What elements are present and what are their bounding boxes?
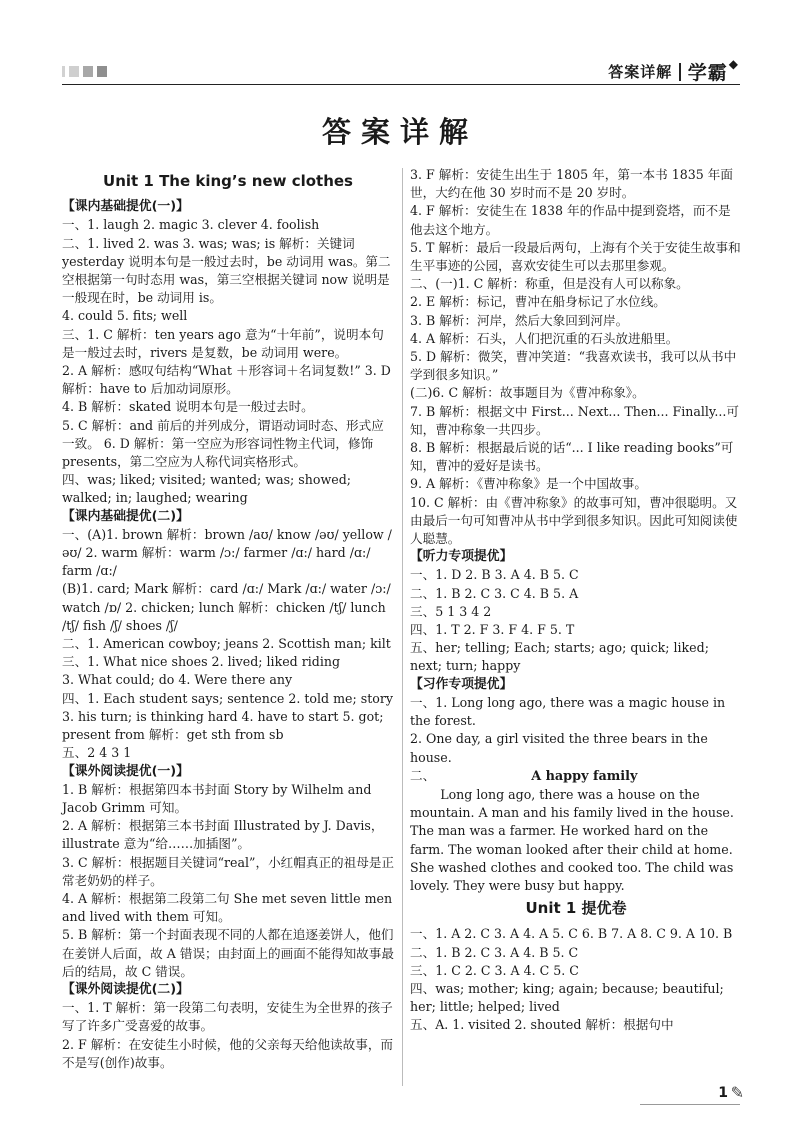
answer-line: 5. D 解析：微笑，曹冲笑道：“我喜欢读书，我可以从书中学到很多知识。” — [410, 349, 737, 383]
answer-line: 2. E 解析：标记，曹冲在船身标记了水位线。 — [410, 294, 666, 310]
answer-line: 四、1. T 2. F 3. F 4. F 5. T — [410, 622, 575, 638]
section-heading: 【课外阅读提优(一)】 — [62, 763, 189, 779]
section-heading: 【课内基础提优(一)】 — [62, 199, 189, 215]
answer-line: 5. B 解析：第一个封面表现不同的人都在追逐姜饼人，他们在姜饼人后面，故 A 错误；由封面上的画面不能得知故事最后的结局，故 C 错误。 — [62, 927, 394, 979]
answer-line: 四、was; mother; king; again; because; beautiful; her; little; helped; lived — [410, 980, 724, 1015]
left-column — [62, 168, 394, 1072]
answer-line: 五、her; telling; Each; starts; ago; quick; liked; next; turn; happy — [410, 640, 709, 674]
unit-title: Unit 1 The king’s new clothes — [103, 172, 353, 190]
answer-line: 4. could 5. fits; well — [62, 308, 188, 324]
answer-line: 一、1. A 2. C 3. A 4. A 5. C 6. B 7. A 8. C 9. A 10. B — [410, 926, 733, 942]
section-heading: 【课内基础提优(二)】 — [62, 508, 189, 524]
answer-line: 四、was; liked; visited; wanted; was; showed; walked; in; laughed; wearing — [62, 472, 351, 506]
answer-line: 一、1. D 2. B 3. A 4. B 5. C — [410, 567, 579, 583]
answer-line: 三、1. C 2. C 3. A 4. C 5. C — [410, 962, 579, 978]
answer-line: 2. A 解析：根据第三本书封面 Illustrated by J. Davis，illustrate 意为“给……加插图”。 — [62, 818, 384, 852]
pencil-icon: ✎ — [730, 1083, 744, 1102]
answer-line: 3. C 解析：根据题目关键词“real”，小红帽真正的祖母是正常老奶奶的样子。 — [62, 854, 395, 888]
section-heading: 【课外阅读提优(二)】 — [62, 981, 189, 997]
essay-heading — [410, 767, 742, 786]
left-answers — [62, 198, 394, 1072]
page-header — [0, 0, 800, 92]
answer-line: 2. One day, a girl visited the three bears in the house. — [410, 731, 708, 765]
header-section-title: 答案详解 — [608, 63, 673, 81]
section-heading: 【习作专项提优】 — [410, 676, 513, 692]
answer-line: 一、1. T 解析：第一段第二句表明，安徒生为全世界的孩子写了许多广受喜爱的故事。 — [62, 1000, 393, 1034]
section-heading: 【听力专项提优】 — [410, 549, 513, 565]
answer-line: 3. What could; do 4. Were there any — [62, 672, 293, 688]
answer-line: 8. B 解析：根据最后说的话“... I like reading books”可知，曹冲的爱好是读书。 — [410, 440, 734, 474]
answer-line: 4. A 解析：根据第二段第二句 She met seven little men and lived with them 可知。 — [62, 890, 393, 925]
answer-line: (二)6. C 解析：故事题目为《曹冲称象》。 — [410, 385, 645, 401]
answer-line: 二、1. lived 2. was 3. was; was; is 解析：关键词 yesterday 说明本句是一般过去时，be 动词用 was。第二空根据第一句时态用 was，第三空根据关键词 now 说明是一般现在时，be 动词用 is。 — [62, 235, 391, 306]
answer-line: 4. F 解析：安徒生在 1838 年的作品中提到瓷塔，而不是他去这个地方。 — [410, 203, 731, 237]
answer-line: 5. C 解析：and 前后的并列成分，谓语动词时态、形式应一致。 6. D 解析：第一空应为形容词性物主代词，修饰 presents，第二空应为人称代词宾格形式。 — [62, 417, 384, 470]
answer-line: 1. B 解析：根据第四本书封面 Story by Wilhelm and Jacob Grimm 可知。 — [62, 781, 372, 815]
answer-line: 4. A 解析：石头，人们把沉重的石头放进船里。 — [410, 330, 679, 346]
answer-line: 二、(一)1. C 解析：称重，但是没有人可以称象。 — [410, 276, 689, 292]
answer-line: 9. A 解析：《曹冲称象》是一个中国故事。 — [410, 476, 647, 492]
header-decor-blocks — [62, 66, 107, 77]
answer-line: 三、1. C 解析：ten years ago 意为“十年前”，说明本句是一般过去时，rivers 是复数，be 动词用 were。 — [62, 326, 384, 360]
answer-line: 二、1. B 2. C 3. A 4. B 5. C — [410, 944, 579, 960]
answer-line: 一、1. laugh 2. magic 3. clever 4. foolish — [62, 217, 320, 233]
graduation-cap-icon: ◆ — [728, 56, 738, 71]
footer-rule — [640, 1104, 740, 1105]
answer-line: 五、A. 1. visited 2. shouted 解析：根据句中 — [410, 1017, 674, 1033]
page-title: 答案详解 — [321, 115, 478, 149]
answer-line: 三、5 1 3 4 2 — [410, 603, 492, 619]
answer-line: (B)1. card; Mark 解析：card /ɑ:/ Mark /ɑ:/ water /ɔ:/ watch /ɒ/ 2. chicken; lunch 解析：chicken /tʃ/ lunch /tʃ/ fish /ʃ/ shoes /ʃ/ — [62, 581, 391, 633]
answer-line: 二、1. American cowboy; jeans 2. Scottish man; kilt — [62, 636, 391, 652]
answer-line: 2. A 解析：感叹句结构“What ＋形容词＋名词复数!” 3. D 解析：have to 后加动词原形。 — [62, 363, 391, 397]
essay-title: A happy family — [531, 768, 638, 784]
brand-logo: 学霸 — [687, 62, 728, 84]
answer-line: 2. F 解析：在安徒生小时候，他的父亲每天给他读故事，而不是写(创作)故事。 — [62, 1036, 394, 1070]
answer-line: 一、1. Long long ago, there was a magic house in the forest. — [410, 694, 726, 729]
right-column — [410, 166, 742, 1035]
header-separator — [679, 63, 681, 81]
answer-line: 4. B 解析：skated 说明本句是一般过去时。 — [62, 399, 314, 415]
answer-line: 3. B 解析：河岸，然后大象回到河岸。 — [410, 312, 629, 328]
answer-line: 7. B 解析：根据文中 First... Next... Then... Finally...可知，曹冲称象一共四步。 — [410, 403, 739, 437]
column-divider — [402, 168, 403, 1086]
essay-label: 二、 — [410, 767, 436, 783]
essay-paragraph: Long long ago, there was a house on the mountain. A man and his family lived in the house. The man was a farmer. He worked hard on the farm. The woman looked after their child at home. She washed clothes and cooked too. The child was lovely. They were busy but happy. — [410, 786, 734, 893]
unit-title: Unit 1 提优卷 — [525, 899, 627, 918]
answer-line: 五、2 4 3 1 — [62, 745, 132, 761]
answer-line: 四、1. Each student says; sentence 2. told me; story 3. his turn; is thinking hard 4. have to start 5. got; present from 解析：get sth from sb — [62, 690, 393, 743]
answer-line: 一、(A)1. brown 解析：brown /aʊ/ know /əʊ/ yellow /əʊ/ 2. warm 解析：warm /ɔ:/ farmer /ɑ:/ hard /ɑ:/ farm /ɑ:/ — [62, 526, 392, 579]
answer-line: 三、1. What nice shoes 2. lived; liked riding — [62, 654, 341, 670]
answer-line: 5. T 解析：最后一段最后两句，上海有个关于安徒生故事和生平事迹的公园，喜欢安徒生可以去那里参观。 — [410, 239, 741, 274]
right-answers — [410, 166, 742, 1035]
answer-line: 二、1. B 2. C 3. C 4. B 5. A — [410, 585, 579, 601]
header-brand — [608, 58, 738, 85]
answer-line: 10. C 解析：由《曹冲称象》的故事可知，曹冲很聪明。又由最后一句可知曹冲从书中学到很多知识。因此可知阅读使人聪慧。 — [410, 494, 738, 547]
page-number: 1 — [718, 1085, 728, 1101]
answer-line: 3. F 解析：安徒生出生于 1805 年，第一本书 1835 年面世，大约在他 30 岁时而不是 20 岁时。 — [410, 167, 733, 201]
